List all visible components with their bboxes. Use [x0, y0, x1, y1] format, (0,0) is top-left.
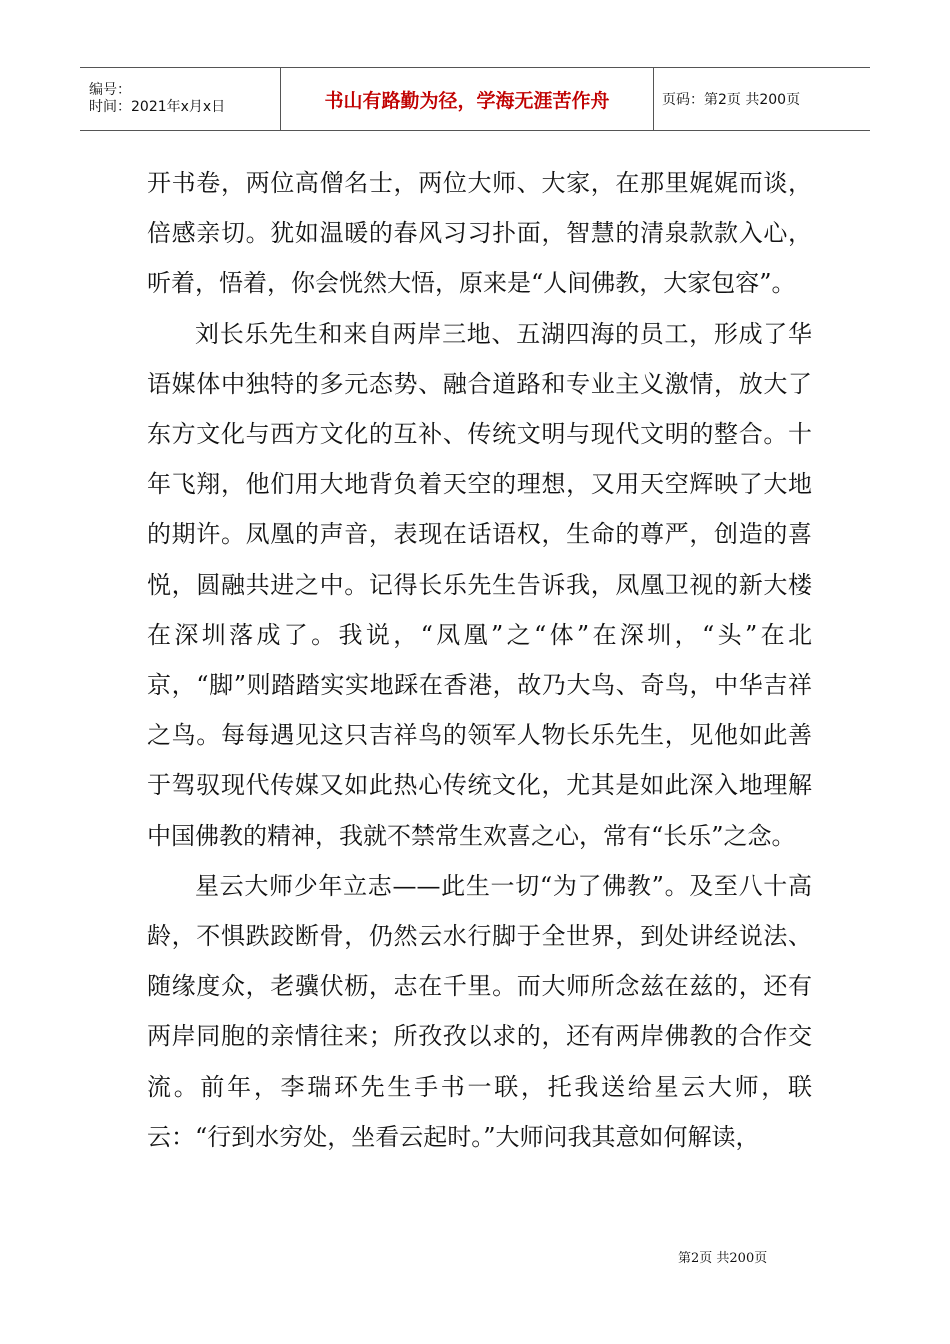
- document-body: [147, 158, 812, 1162]
- header-page-info: 页码：第2页 共200页: [662, 92, 801, 108]
- page-footer: 第2页 共200页: [678, 1251, 768, 1266]
- paragraph-2: 刘长乐先生和来自两岸三地、五湖四海的员工，形成了华语媒体中独特的多元态势、融合道路和专业主义激情，放大了东方文化与西方文化的互补、传统文明与现代文明的整合。十年飞翔，他们用大地背负着天空的理想，又用天空辉映了大地的期许。凤凰的声音，表现在话语权，生命的尊严，创造的喜悦，圆融共进之中。记得长乐先生告诉我，凤凰卫视的新大楼在深圳落成了。我说，“凤凰”之“体”在深圳，“头”在北京，“脚”则踏踏实实地踩在香港，故乃大鸟、奇鸟，中华吉祥之鸟。每每遇见这只吉祥鸟的领军人物长乐先生，见他如此善于驾驭现代传媒又如此热心传统文化，尤其是如此深入地理解中国佛教的精神，我就不禁常生欢喜之心，常有“长乐”之念。: [147, 319, 812, 850]
- page-header: [80, 67, 870, 131]
- document-time: 时间：2021年x月x日: [89, 99, 226, 115]
- header-meta: [80, 68, 280, 130]
- paragraph-3: 星云大师少年立志——此生一切“为了佛教”。及至八十高龄，不惧跌跤断骨，仍然云水行脚于全世界，到处讲经说法、随缘度众，老骥伏枥，志在千里。而大师所念兹在兹的，还有两岸同胞的亲情往来；所孜孜以求的，还有两岸佛教的合作交流。前年，李瑞环先生手书一联，托我送给星云大师，联云：“行到水穷处，坐看云起时。”大师问我其意如何解读，: [147, 871, 812, 1151]
- paragraph-1: 开书卷，两位高僧名士，两位大师、大家，在那里娓娓而谈，倍感亲切。犹如温暖的春风习习扑面，智慧的清泉款款入心，听着，悟着，你会恍然大悟，原来是“人间佛教，大家包容”。: [147, 169, 812, 298]
- document-number-label: 编号：: [89, 82, 131, 98]
- header-motto: 书山有路勤为径，学海无涯苦作舟: [280, 68, 654, 130]
